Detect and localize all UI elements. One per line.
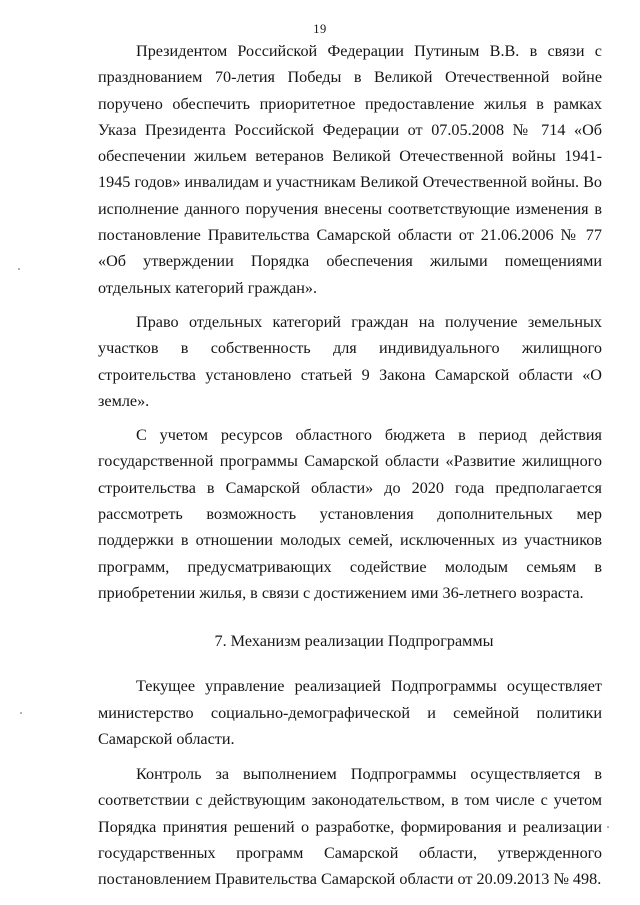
paragraph-control: Контроль за выполнением Подпрограммы осуществляется в соответствии с действующим законодательством, в том числе с учетом Порядка принятия решений о разработке, формирования и реализации государственных программ Самарской области, утвержденного постановлением Правительства Самарской области от 20.09.2013 № 498. [98, 765, 602, 889]
paragraph-current-management: Текущее управление реализацией Подпрограммы осуществляет министерство социально-демографической и семейной политики Самарской области. [98, 677, 602, 748]
paragraph-young-families: С учетом ресурсов областного бюджета в период действия государственной программы Самарской области «Развитие жилищного строительства в Самарской области» до 2020 года предполагается рассмотреть возможность установления дополнительных мер поддержки в отношении молодых семей, исключенных из участников программ, предусматривающих содействие молодым семьям в приобретении жилья, в связи с достижением ими 36-летнего возраста. [98, 426, 602, 602]
paragraph-land-rights: Право отдельных категорий граждан на получение земельных участков в собственность для индивидуального жилищного строительства установлено статьей 9 Закона Самарской области «О земле». [98, 312, 602, 410]
section-heading: 7. Механизм реализации Подпрограммы [214, 632, 494, 651]
paragraph-presidential-order: Президентом Российской Федерации Путиным В.В. в связи с празднованием 70-летия Победы в Великой Отечественной войне поручено обеспечить приоритетное предоставление жилья в рамках Указа Президента Российской Федерации от 07.05.2008 № 714 «Об обеспечении жильем ветеранов Великой Отечественной войны 1941-1945 годов» инвалидам и участникам Великой Отечественной войны. Во исполнение данного поручения внесены соответствующие изменения в постановление Правительства Самарской области от 21.06.2006 № 77 «Об утверждении Порядка обеспечения жилыми помещениями отдельных категорий граждан». [98, 42, 602, 297]
scan-speck [18, 268, 20, 270]
document-body [98, 38, 602, 901]
page-number: 19 [313, 22, 327, 36]
scan-speck [20, 712, 22, 714]
scan-speck [607, 826, 609, 828]
